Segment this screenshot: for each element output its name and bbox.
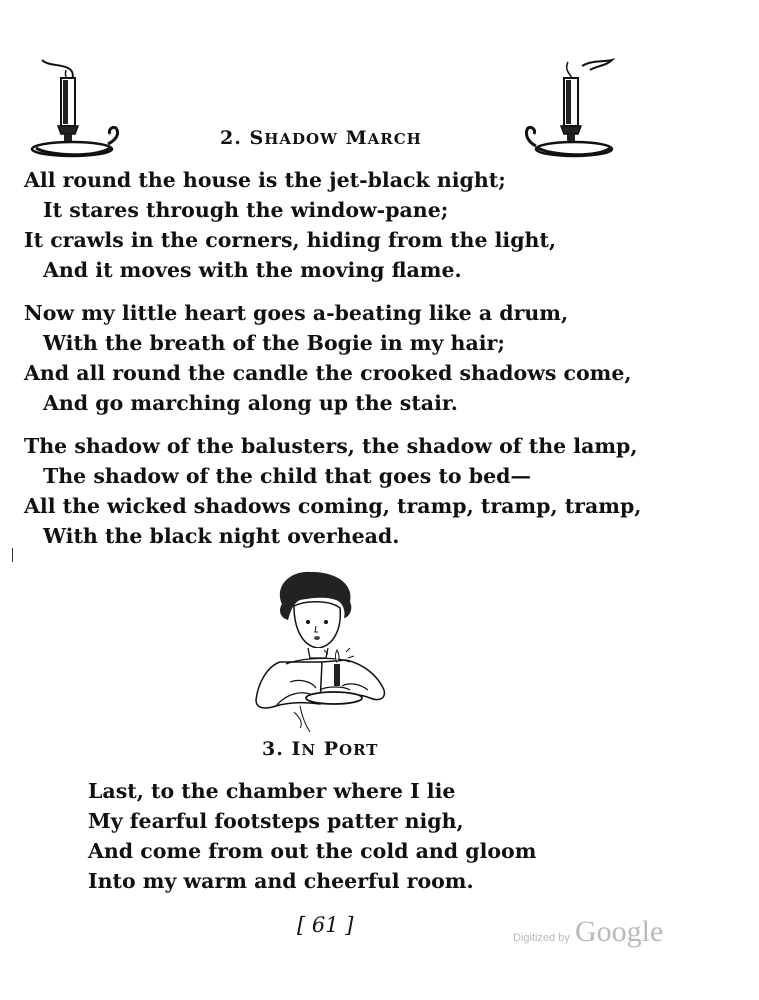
poem-line: And all round the candle the crooked shadows come, <box>24 361 632 385</box>
watermark-small-text: Digitized by <box>513 932 570 944</box>
poem-line: The shadow of the balusters, the shadow of the lamp, <box>24 434 638 458</box>
title-smallcaps: ARCH <box>367 130 422 148</box>
poem-line: It stares through the window-pane; <box>43 198 449 222</box>
page-number: [ 61 ] <box>297 913 354 937</box>
title-initial: P <box>323 738 339 760</box>
title-smallcaps: HADOW <box>264 130 338 148</box>
poem-line: And go marching along up the stair. <box>43 391 458 415</box>
title-initial: S <box>249 127 265 149</box>
title-initial: M <box>345 127 368 149</box>
poem-line: All round the house is the jet-black night; <box>24 168 506 192</box>
title-initial: I <box>291 738 302 760</box>
poem-number: 3. <box>262 738 284 760</box>
poem-line: It crawls in the corners, hiding from the light, <box>24 228 557 252</box>
poem-title-in-port <box>262 738 378 760</box>
poem-line: With the breath of the Bogie in my hair; <box>43 331 505 355</box>
poem-line: My fearful footsteps patter nigh, <box>88 809 464 833</box>
right-candlestick-icon <box>522 56 617 160</box>
poem-line: All the wicked shadows coming, tramp, tramp, tramp, <box>24 494 642 518</box>
poem-line: Into my warm and cheerful room. <box>88 869 474 893</box>
left-candlestick-icon <box>28 56 123 160</box>
poem-line: With the black night overhead. <box>43 524 400 548</box>
poem-line: And it moves with the moving flame. <box>43 258 462 282</box>
poem-line: The shadow of the child that goes to bed— <box>43 464 531 488</box>
watermark-logo-text: Google <box>574 915 664 948</box>
child-with-candle-illustration <box>250 566 390 736</box>
margin-mark <box>12 548 13 562</box>
poem-number: 2. <box>220 127 242 149</box>
poem-title-shadow-march <box>220 127 422 149</box>
title-smallcaps: N <box>301 741 317 759</box>
digitized-by-watermark <box>513 915 663 949</box>
poem-line: Last, to the chamber where I lie <box>88 779 456 803</box>
poem-line: And come from out the cold and gloom <box>88 839 537 863</box>
title-smallcaps: ORT <box>339 741 379 759</box>
poem-line: Now my little heart goes a-beating like a drum, <box>24 301 569 325</box>
